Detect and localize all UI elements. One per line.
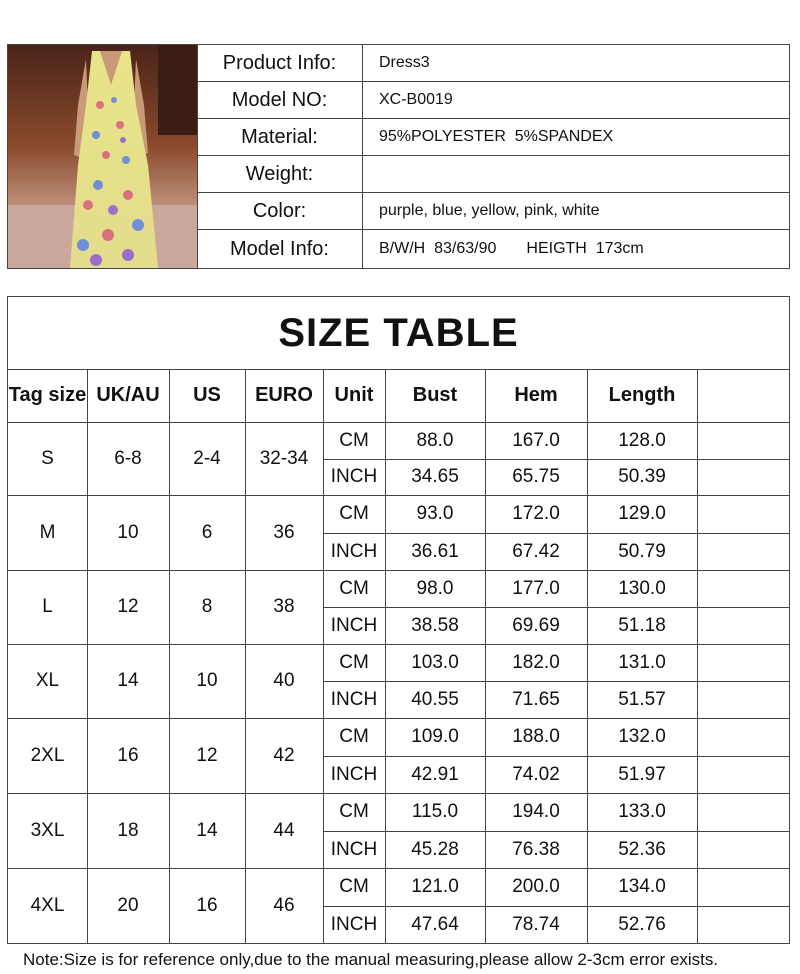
info-label: Model NO: xyxy=(197,82,363,118)
bust-cell: 34.65 xyxy=(411,466,459,487)
unit-cell: CM xyxy=(339,876,369,897)
info-row-model-no xyxy=(197,82,789,119)
hem-cell: 177.0 xyxy=(512,577,560,599)
hem-cell: 67.42 xyxy=(512,540,560,562)
length-cell: 131.0 xyxy=(618,651,666,673)
hem-cell: 200.0 xyxy=(512,876,560,897)
info-label: Weight: xyxy=(197,156,363,192)
hem-cell: 71.65 xyxy=(512,688,560,710)
grid-line xyxy=(323,459,789,460)
length-cell: 52.76 xyxy=(618,913,666,935)
uk-au-cell: 10 xyxy=(117,521,139,543)
length-cell: 129.0 xyxy=(618,503,666,524)
length-cell: 51.97 xyxy=(618,763,666,785)
tag-size-cell: 2XL xyxy=(30,744,65,766)
info-value: 95%POLYESTER 5%SPANDEX xyxy=(379,128,614,145)
hem-cell: 188.0 xyxy=(512,726,560,747)
length-cell: 134.0 xyxy=(618,876,666,897)
info-value: purple, blue, yellow, pink, white xyxy=(379,202,600,219)
tag-size-cell: M xyxy=(39,521,56,543)
header-length: Length xyxy=(608,384,676,406)
header-tag-size: Tag size xyxy=(8,384,87,406)
tag-size-cell: S xyxy=(41,447,54,469)
length-cell: 50.79 xyxy=(618,540,666,562)
uk-au-cell: 18 xyxy=(117,819,139,841)
euro-cell: 40 xyxy=(273,670,295,691)
info-value: XC-B0019 xyxy=(379,91,453,108)
model-measurements: B/W/H 83/63/90 xyxy=(379,240,497,257)
info-label: Model Info: xyxy=(197,230,363,268)
tag-size-cell: 3XL xyxy=(30,819,65,841)
hem-cell: 167.0 xyxy=(512,429,560,451)
tag-size-cell: 4XL xyxy=(30,894,65,916)
us-cell: 12 xyxy=(196,744,218,766)
unit-cell: INCH xyxy=(330,913,378,935)
info-row-color xyxy=(197,193,789,230)
product-photo xyxy=(8,45,198,268)
header-hem: Hem xyxy=(514,384,558,406)
uk-au-cell: 6-8 xyxy=(114,447,142,469)
bust-cell: 93.0 xyxy=(416,503,454,524)
unit-cell: INCH xyxy=(330,466,378,487)
info-label: Color: xyxy=(197,193,363,229)
model-height: HEIGTH 173cm xyxy=(526,240,644,257)
length-cell: 51.18 xyxy=(618,614,666,636)
grid-line xyxy=(323,607,789,608)
unit-cell: CM xyxy=(339,429,369,451)
info-value xyxy=(379,230,789,268)
grid-line xyxy=(323,906,789,907)
model-dress-image xyxy=(8,45,197,268)
euro-cell: 44 xyxy=(273,819,295,841)
euro-cell: 32-34 xyxy=(259,447,309,469)
hem-cell: 76.38 xyxy=(512,838,560,860)
hem-cell: 69.69 xyxy=(512,614,560,636)
unit-cell: CM xyxy=(339,726,369,747)
hem-cell: 78.74 xyxy=(512,913,560,935)
bust-cell: 103.0 xyxy=(411,651,459,673)
us-cell: 16 xyxy=(196,894,218,916)
bust-cell: 45.28 xyxy=(411,838,459,860)
euro-cell: 42 xyxy=(273,744,295,766)
unit-cell: INCH xyxy=(330,614,378,636)
header-euro: EURO xyxy=(255,384,313,406)
length-cell: 51.57 xyxy=(618,688,666,710)
bust-cell: 98.0 xyxy=(416,577,454,599)
us-cell: 8 xyxy=(201,596,213,617)
length-cell: 130.0 xyxy=(618,577,666,599)
uk-au-cell: 16 xyxy=(117,744,139,766)
bust-cell: 40.55 xyxy=(411,688,459,710)
euro-cell: 38 xyxy=(273,596,295,617)
unit-cell: CM xyxy=(339,651,369,673)
bust-cell: 121.0 xyxy=(411,876,459,897)
length-cell: 128.0 xyxy=(618,429,666,451)
header-us: US xyxy=(193,384,221,406)
info-row-weight xyxy=(197,156,789,193)
info-label: Product Info: xyxy=(197,45,363,81)
length-cell: 52.36 xyxy=(618,838,666,860)
unit-cell: CM xyxy=(339,577,369,599)
uk-au-cell: 14 xyxy=(117,670,139,691)
unit-cell: INCH xyxy=(330,763,378,785)
tag-size-cell: XL xyxy=(35,670,60,691)
header-unit: Unit xyxy=(334,384,374,406)
grid-line xyxy=(697,369,698,943)
size-note: Note:Size is for reference only,due to the manual measuring,please allow 2-3cm error exists. xyxy=(23,950,719,969)
bust-cell: 88.0 xyxy=(416,429,454,451)
bust-cell: 42.91 xyxy=(411,763,459,785)
info-value xyxy=(379,156,789,192)
size-table xyxy=(7,296,790,944)
hem-cell: 65.75 xyxy=(512,466,560,487)
grid-line xyxy=(323,756,789,757)
grid-line xyxy=(323,831,789,832)
bust-cell: 47.64 xyxy=(411,913,459,935)
us-cell: 6 xyxy=(201,521,213,543)
hem-cell: 172.0 xyxy=(512,503,560,524)
bust-cell: 38.58 xyxy=(411,614,459,636)
tag-size-cell: L xyxy=(42,596,53,617)
us-cell: 10 xyxy=(196,670,218,691)
info-label: Material: xyxy=(197,119,363,155)
bust-cell: 115.0 xyxy=(411,801,459,822)
euro-cell: 46 xyxy=(273,894,295,916)
product-info-table xyxy=(7,44,790,269)
info-row-material xyxy=(197,119,789,156)
uk-au-cell: 12 xyxy=(117,596,139,617)
grid-line xyxy=(323,681,789,682)
header-uk-au: UK/AU xyxy=(96,384,160,406)
info-value: Dress3 xyxy=(379,54,430,71)
hem-cell: 194.0 xyxy=(512,801,560,822)
info-row-product xyxy=(197,45,789,82)
bust-cell: 36.61 xyxy=(411,540,459,562)
header-bust: Bust xyxy=(412,384,458,406)
uk-au-cell: 20 xyxy=(117,894,139,916)
size-table-title: SIZE TABLE xyxy=(8,297,789,370)
unit-cell: INCH xyxy=(330,688,378,710)
euro-cell: 36 xyxy=(273,521,295,543)
unit-cell: CM xyxy=(339,503,369,524)
length-cell: 132.0 xyxy=(618,726,666,747)
length-cell: 133.0 xyxy=(618,801,666,822)
length-cell: 50.39 xyxy=(618,466,666,487)
info-row-model-info xyxy=(197,230,789,268)
hem-cell: 74.02 xyxy=(512,763,560,785)
bust-cell: 109.0 xyxy=(411,726,459,747)
us-cell: 2-4 xyxy=(193,447,221,469)
unit-cell: CM xyxy=(339,801,369,822)
unit-cell: INCH xyxy=(330,540,378,562)
unit-cell: INCH xyxy=(330,838,378,860)
us-cell: 14 xyxy=(196,819,218,841)
hem-cell: 182.0 xyxy=(512,651,560,673)
grid-line xyxy=(323,533,789,534)
